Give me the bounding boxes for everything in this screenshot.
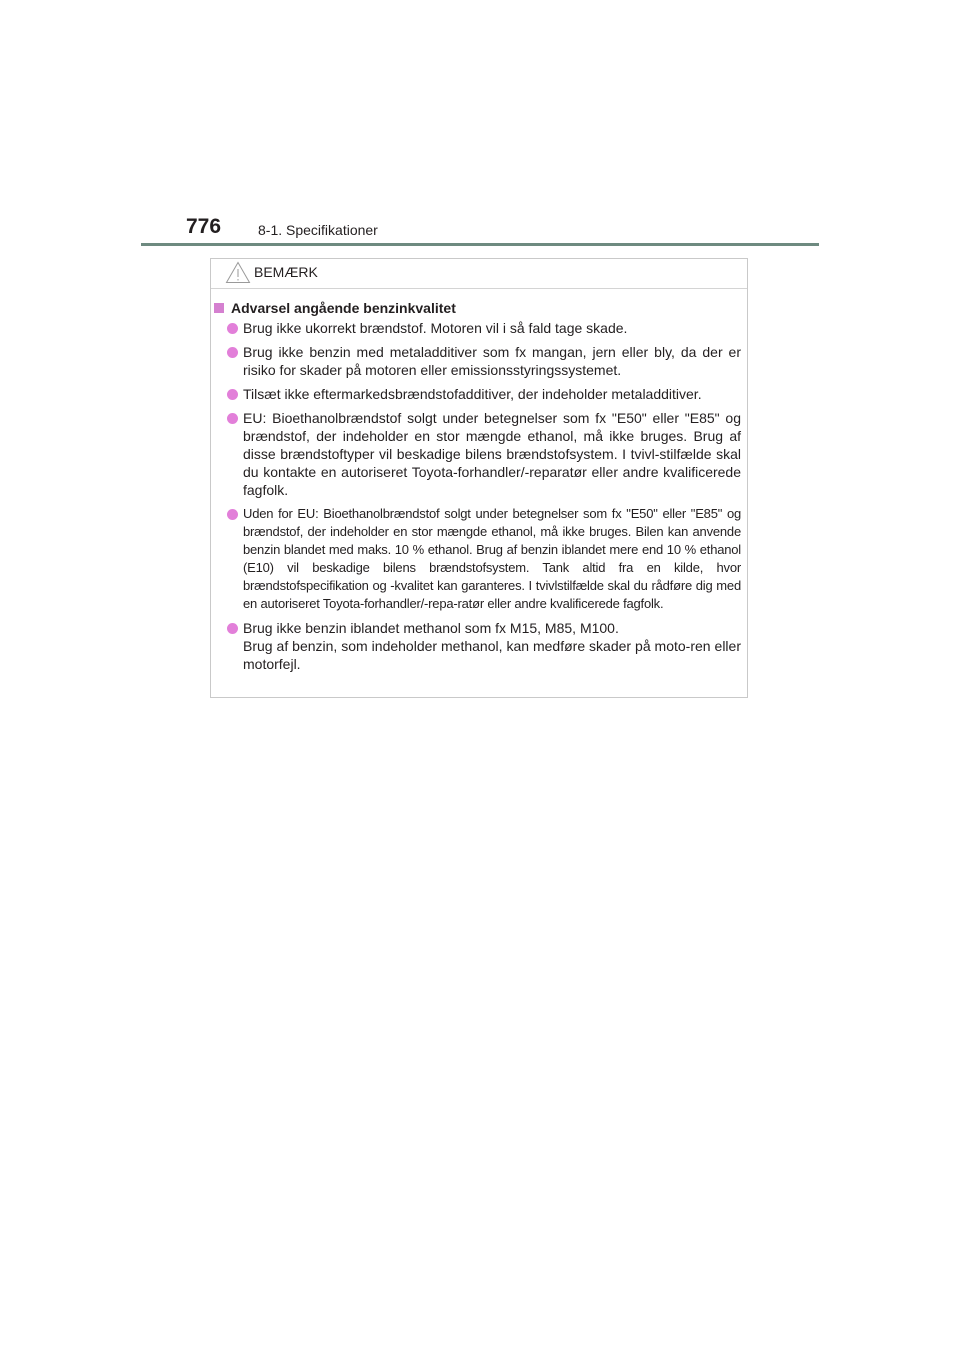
notice-header <box>211 259 747 289</box>
square-bullet-icon <box>214 303 224 313</box>
list-item <box>227 505 741 613</box>
list-item <box>227 343 741 379</box>
list-item-text: Brug ikke benzin iblandet methanol som fx M15, M85, M100. Brug af benzin, som indeholder methanol, kan medføre skader på moto-ren eller motorfejl. <box>243 620 741 672</box>
notice-box <box>210 258 748 698</box>
warning-triangle-icon <box>225 261 251 284</box>
bullet-dot-icon <box>227 389 238 400</box>
list-item-text: Uden for EU: Bioethanolbrændstof solgt under betegnelser som fx "E50" eller "E85" og brændstof, der indeholder en stor mængde ethanol, må ikke bruges. Bilen kan anvende benzin blandet med maks. 10 % ethanol. Brug af benzin iblandet mere end 10 % ethanol (E10) vil beskadige bilens brændstofsystem. Tank altid fra en kilde, hvor brændstofspecifikation og -kvalitet kan garanteres. I tvivlstilfælde skal du rådføre dig med en autoriseret Toyota-forhandler/-repa-ratør eller andre kvalificerede fagfolk. <box>243 506 741 611</box>
notice-heading-row <box>214 299 747 319</box>
list-item-text: Brug ikke benzin med metaladditiver som fx mangan, jern eller bly, da der er risiko for skader på motoren eller emissionsstyringssystemet. <box>243 344 741 378</box>
list-item <box>227 319 741 337</box>
list-item <box>227 385 741 403</box>
section-title: 8-1. Specifikationer <box>258 222 378 238</box>
bullet-dot-icon <box>227 509 238 520</box>
page-number: 776 <box>186 215 222 238</box>
list-item <box>227 619 741 673</box>
bullet-dot-icon <box>227 413 238 424</box>
notice-heading: Advarsel angående benzinkvalitet <box>231 300 456 316</box>
notice-body <box>211 299 747 673</box>
bullet-dot-icon <box>227 347 238 358</box>
notice-label: BEMÆRK <box>254 264 318 280</box>
list-item-text: Brug ikke ukorrekt brændstof. Motoren vil i så fald tage skade. <box>243 320 628 336</box>
list-item <box>227 409 741 499</box>
header-rule <box>141 243 819 246</box>
bullet-dot-icon <box>227 323 238 334</box>
list-item-text: Tilsæt ikke eftermarkedsbrændstofadditiver, der indeholder metaladditiver. <box>243 386 702 402</box>
bullet-dot-icon <box>227 623 238 634</box>
list-item-text: EU: Bioethanolbrændstof solgt under betegnelser som fx "E50" eller "E85" og brændstof, der indeholder en stor mængde ethanol, må ikke bruges. Brug af disse brændstoftyper vil beskadige bilens brændstofsystem. I tvivl-stilfælde skal du kontakte en autoriseret Toyota-forhandler/-reparatør eller andre kvalificerede fagfolk. <box>243 410 741 498</box>
